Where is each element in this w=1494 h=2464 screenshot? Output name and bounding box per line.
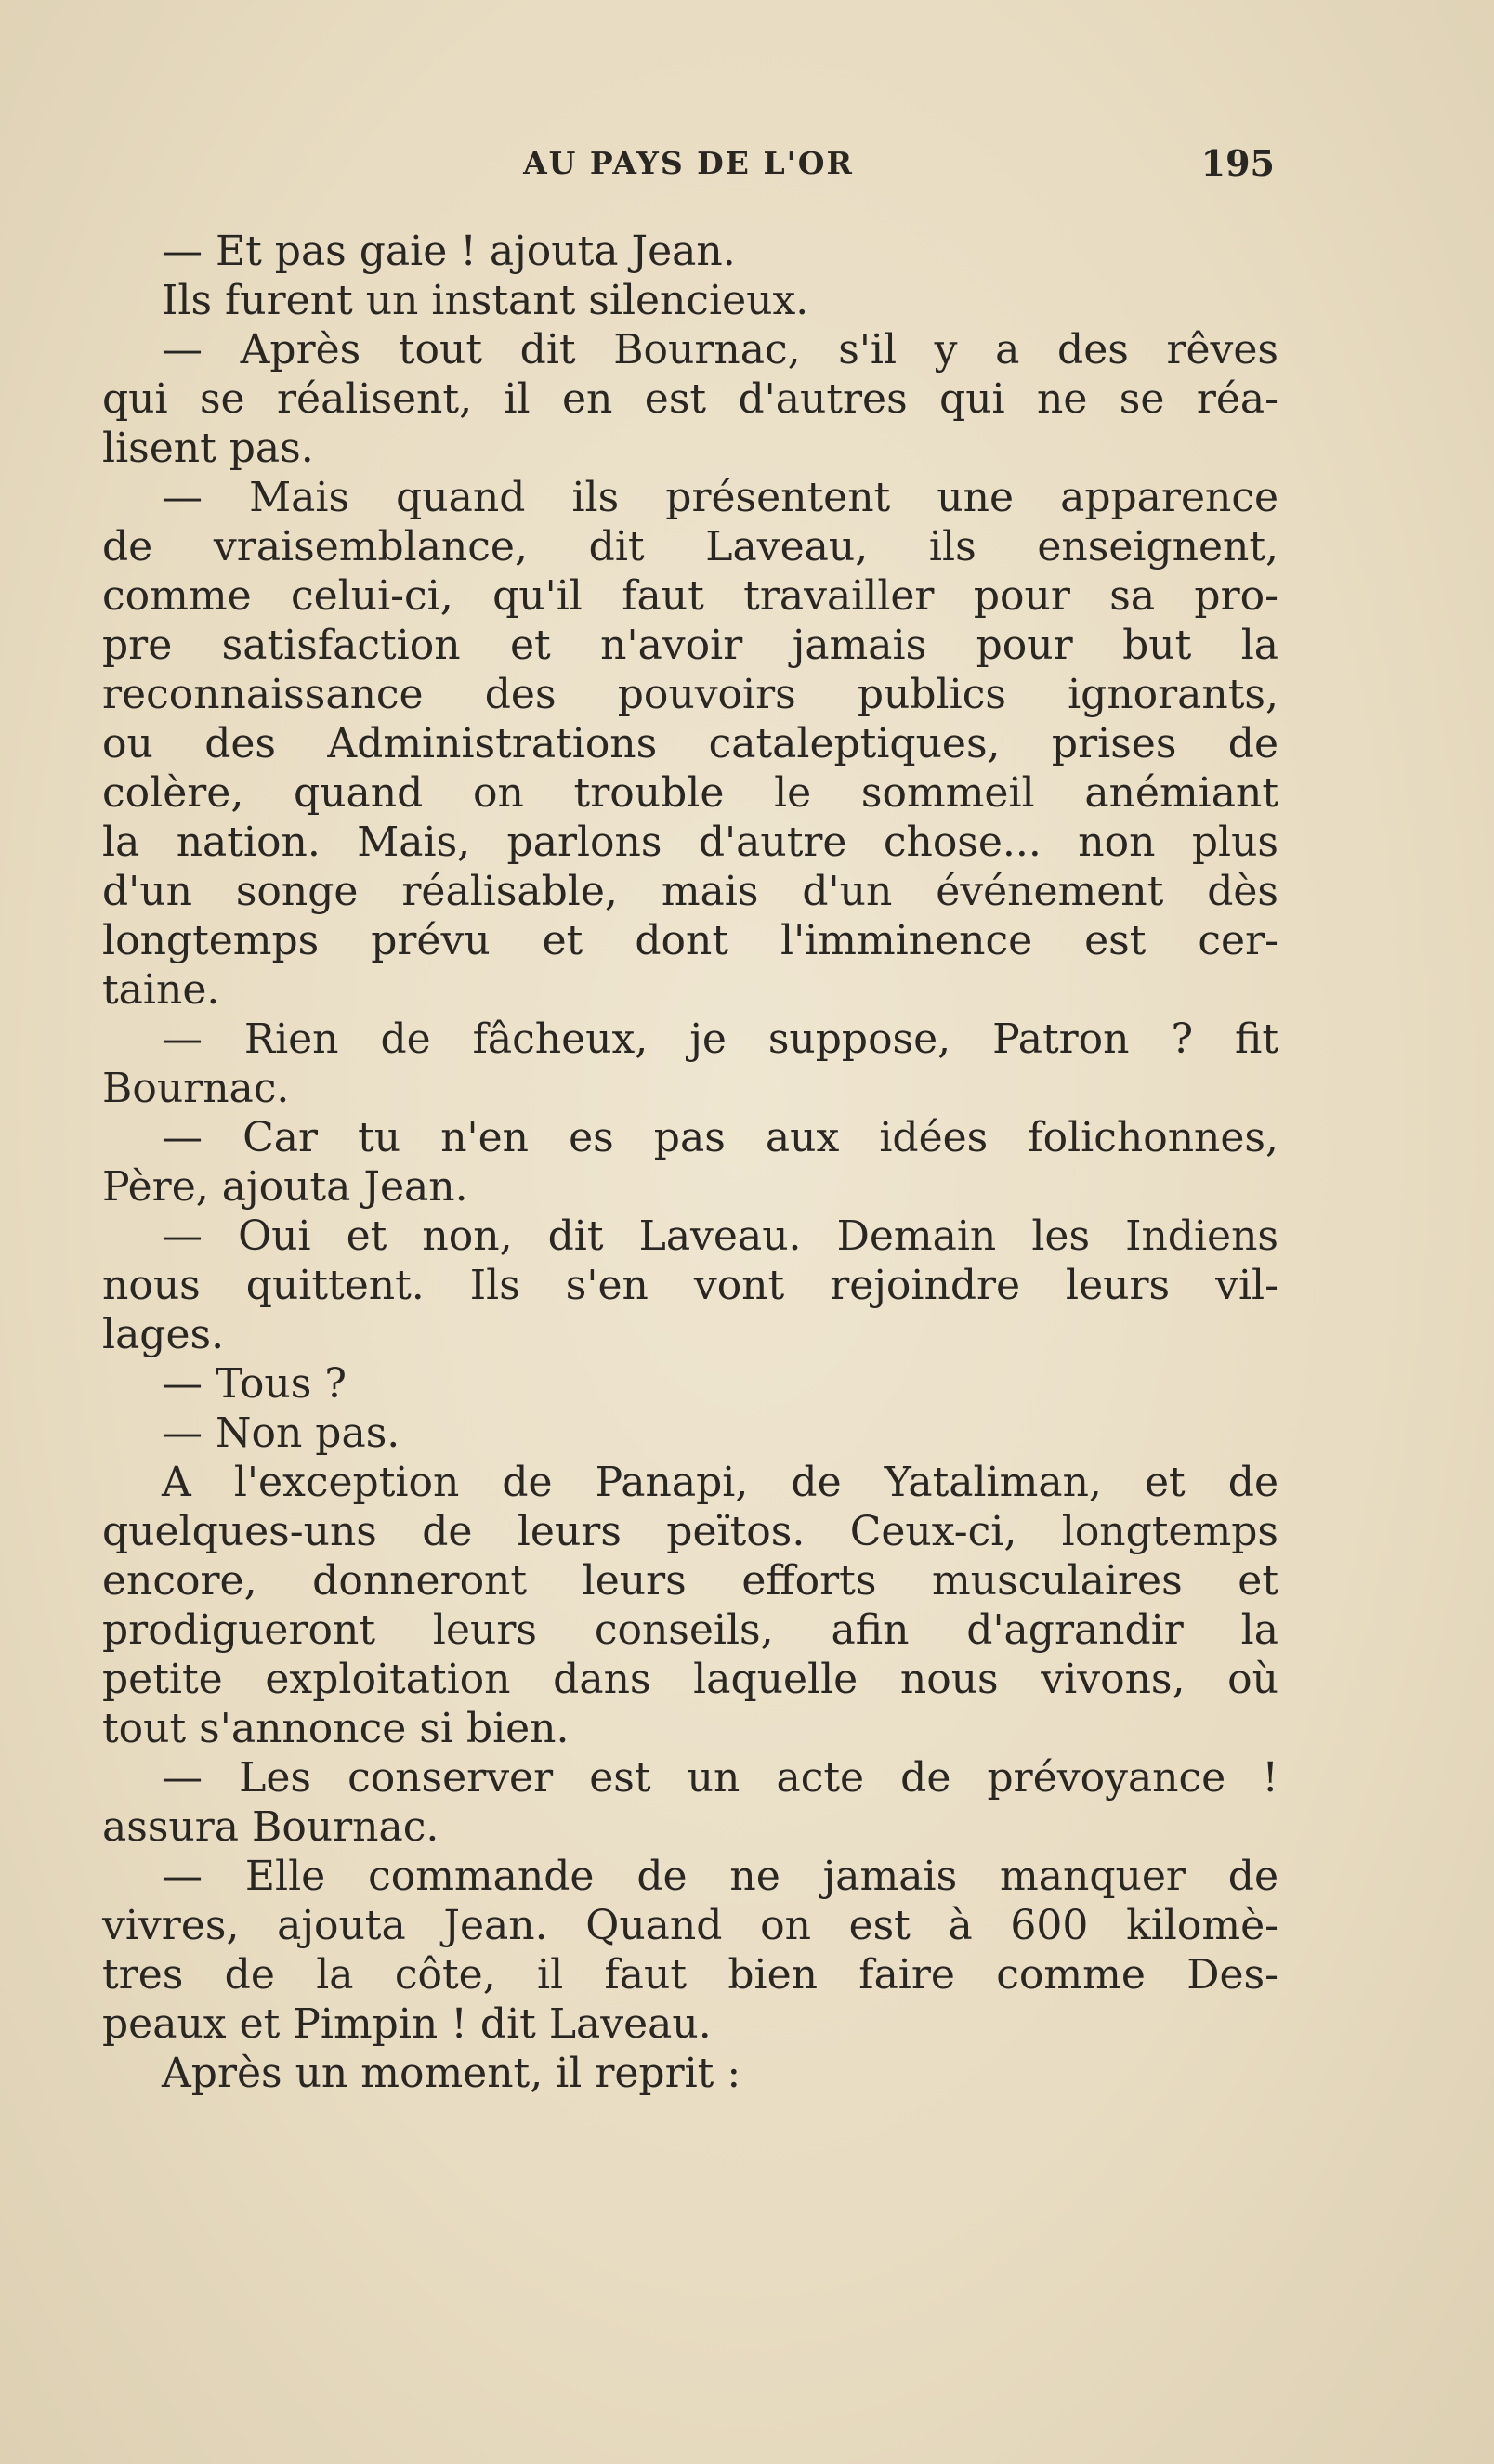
running-head (102, 139, 1275, 188)
page-number: 195 (1200, 142, 1275, 184)
text-line: comme celui-ci, qu'il faut travailler pour sa pro- (102, 572, 1278, 620)
text-line: assura Bournac. (102, 1803, 439, 1851)
text-line: reconnaissance des pouvoirs publics ignorants, (102, 671, 1278, 718)
text-line: — Elle commande de ne jamais manquer de (162, 1853, 1278, 1900)
text-line: peaux et Pimpin ! dit Laveau. (102, 2000, 712, 2048)
text-line: pre satisfaction et n'avoir jamais pour but la (102, 622, 1278, 669)
text-line: — Non pas. (162, 1409, 400, 1457)
text-line: — Oui et non, dit Laveau. Demain les Indiens (162, 1212, 1278, 1260)
body-text (102, 227, 1278, 2098)
text-line: Ils furent un instant silencieux. (162, 277, 809, 324)
text-line: — Tous ? (162, 1360, 347, 1408)
text-line: — Les conserver est un acte de prévoyance ! (162, 1754, 1278, 1802)
text-line: la nation. Mais, parlons d'autre chose... non plus (102, 819, 1278, 866)
text-line: — Mais quand ils présentent une apparence (162, 474, 1278, 521)
running-title: AU PAYS DE L'OR (523, 145, 854, 181)
text-line: colère, quand on trouble le sommeil anémiant (102, 769, 1278, 817)
text-line: — Et pas gaie ! ajouta Jean. (162, 228, 736, 275)
text-line: A l'exception de Panapi, de Yataliman, et de (162, 1459, 1278, 1506)
text-line: — Car tu n'en es pas aux idées folichonnes, (162, 1114, 1278, 1161)
text-line: longtemps prévu et dont l'imminence est cer- (102, 917, 1278, 964)
text-line: de vraisemblance, dit Laveau, ils enseignent, (102, 523, 1278, 570)
text-line: prodigueront leurs conseils, afin d'agrandir la (102, 1606, 1278, 1654)
text-line: encore, donneront leurs efforts musculaires et (102, 1557, 1278, 1605)
text-line: petite exploitation dans laquelle nous vivons, où (102, 1656, 1278, 1703)
text-line: Après un moment, il reprit : (162, 2050, 741, 2097)
text-line: quelques-uns de leurs peïtos. Ceux-ci, longtemps (102, 1508, 1278, 1555)
text-line: — Après tout dit Bournac, s'il y a des rêves (162, 326, 1278, 374)
text-line: d'un songe réalisable, mais d'un événement dès (102, 868, 1278, 915)
text-line: lages. (102, 1311, 225, 1358)
text-line: ou des Administrations cataleptiques, prises de (102, 720, 1278, 767)
text-line: nous quittent. Ils s'en vont rejoindre leurs vil- (102, 1262, 1278, 1309)
text-line: taine. (102, 966, 220, 1014)
text-line: tout s'annonce si bien. (102, 1705, 570, 1752)
text-line: lisent pas. (102, 425, 314, 472)
text-line: qui se réalisent, il en est d'autres qui ne se réa- (102, 375, 1278, 423)
text-line: Bournac. (102, 1065, 290, 1112)
text-line: Père, ajouta Jean. (102, 1163, 468, 1211)
text-line: vivres, ajouta Jean. Quand on est à 600 kilomè- (102, 1902, 1278, 1949)
text-line: — Rien de fâcheux, je suppose, Patron ? fit (162, 1016, 1278, 1063)
text-line: tres de la côte, il faut bien faire comme Des- (102, 1951, 1278, 1999)
